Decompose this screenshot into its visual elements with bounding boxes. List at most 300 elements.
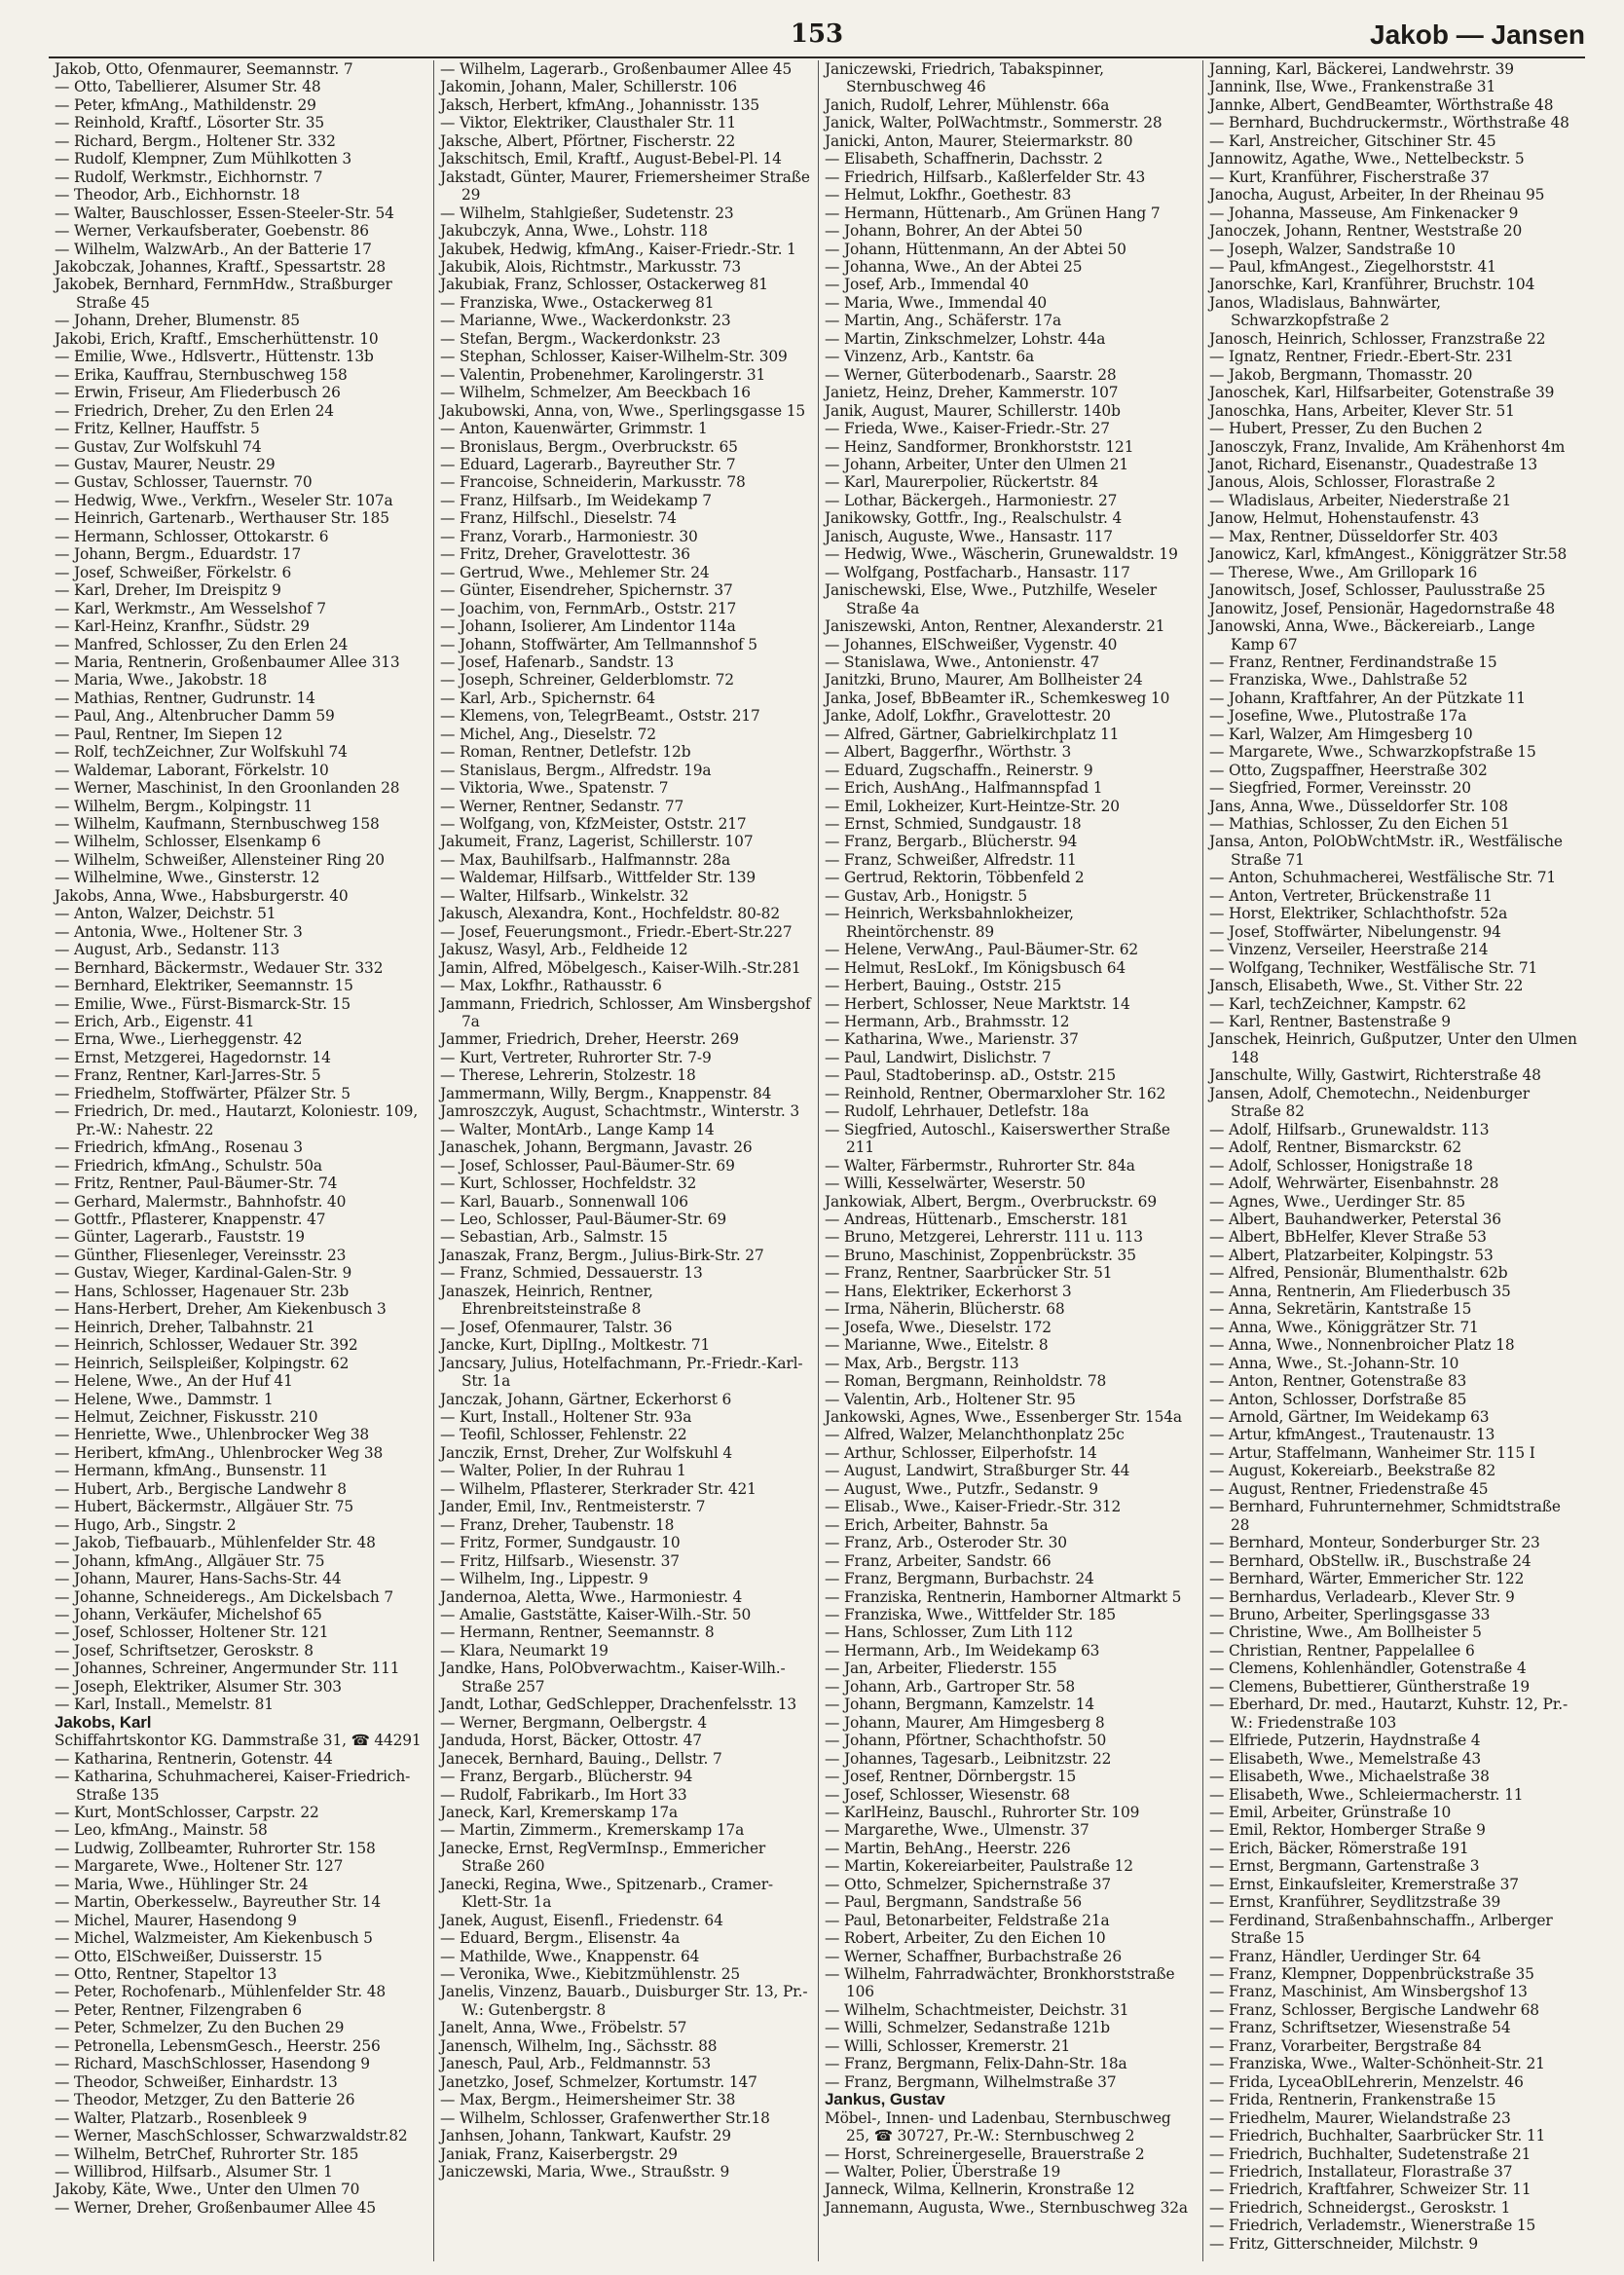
directory-entry: — Fritz, Former, Sundgaustr. 10: [440, 1534, 681, 1552]
directory-entry: — Franziska, Wwe., Walter-Schönheit-Str. 21: [1209, 2055, 1545, 2073]
directory-entry: — Johannes, Schreiner, Angermunder Str. 111: [55, 1660, 400, 1678]
directory-entry: — Franz, Schlosser, Bergische Landwehr 68: [1209, 2000, 1539, 2019]
directory-entry: — Joseph, Elektriker, Alsumer Str. 303: [55, 1677, 342, 1696]
directory-entry: — Willi, Schmelzer, Sedanstraße 121b: [825, 2019, 1110, 2037]
directory-entry: — Alfred, Walzer, Melanchthonplatz 25c: [825, 1426, 1125, 1444]
directory-entry: Jakobek, Bernhard, FernmHdw., Straßburger Straße 45: [55, 276, 392, 312]
directory-entry: — Karl, Werkmstr., Am Wesselshof 7: [55, 599, 326, 617]
directory-entry: — Karl, Rentner, Bastenstraße 9: [1209, 1013, 1451, 1031]
directory-entry: — Johann, Kraftfahrer, An der Pützkate 11: [1209, 689, 1526, 707]
directory-entry: — August, Landwirt, Straßburger Str. 44: [825, 1462, 1130, 1480]
directory-entry: — Karl, Maurerpolier, Rückertstr. 84: [825, 473, 1099, 492]
directory-entry: — Anna, Rentnerin, Am Fliederbusch 35: [1209, 1282, 1511, 1300]
directory-entry: — Erich, Bäcker, Römerstraße 191: [1209, 1839, 1469, 1857]
directory-entry: — Maria, Wwe., Immendal 40: [825, 293, 1048, 312]
directory-entry: Jakob, Otto, Ofenmaurer, Seemannstr. 7: [55, 60, 353, 78]
directory-entry: — Otto, Schmelzer, Spichernstraße 37: [825, 1875, 1111, 1893]
directory-entry: Jakobczak, Johannes, Kraftf., Spessartstr. 28: [55, 257, 387, 276]
directory-entry: — Michel, Ang., Dieselstr. 72: [440, 725, 656, 743]
directory-entry: — Heinrich, Werksbahnlokheizer, Rheintörchenstr. 89: [825, 905, 1074, 941]
directory-entry: — Jakob, Tiefbauarb., Mühlenfelder Str. 48: [55, 1534, 376, 1552]
directory-entry: — Maria, Rentnerin, Großenbaumer Allee 313: [55, 653, 400, 671]
directory-entry: — Walter, Polier, In der Ruhrau 1: [440, 1462, 686, 1480]
directory-entry: — Martin, BehAng., Heerstr. 226: [825, 1839, 1071, 1857]
directory-entry: — Viktoria, Wwe., Spatenstr. 7: [440, 779, 669, 798]
directory-entry: — Wilhelm, Kaufmann, Sternbuschweg 158: [55, 815, 380, 834]
column-4: [1202, 60, 1587, 2261]
directory-entry: — Friedrich, Hilfsarb., Kaßlerfelder Str. 43: [825, 168, 1146, 186]
directory-entry: — Anton, Walzer, Deichstr. 51: [55, 905, 277, 923]
directory-entry: — Karl, Arb., Spichernstr. 64: [440, 689, 656, 707]
directory-entry: — Horst, Elektriker, Schlachthofstr. 52a: [1209, 905, 1508, 923]
directory-entry: — Johanna, Masseuse, Am Finkenacker 9: [1209, 204, 1519, 222]
directory-entry: Janous, Alois, Schlosser, Florastraße 2: [1209, 473, 1495, 492]
directory-entry: — Otto, Rentner, Stapeltor 13: [55, 1965, 277, 1984]
directory-entry: Janitzki, Bruno, Maurer, Am Bollheister 24: [825, 671, 1143, 690]
directory-entry: — Hubert, Bäckermstr., Allgäuer Str. 75: [55, 1498, 353, 1516]
directory-entry: — Henriette, Wwe., Uhlenbrocker Weg 38: [55, 1426, 370, 1444]
directory-entry: Janocha, August, Arbeiter, In der Rheinau 95: [1209, 186, 1545, 205]
directory-entry: — Wilhelm, Schweißer, Allensteiner Ring 20: [55, 850, 385, 869]
running-head: Jakob — Jansen: [1370, 19, 1585, 50]
directory-entry: — Otto, Zugspaffner, Heerstraße 302: [1209, 761, 1488, 779]
directory-entry: Janos, Wladislaus, Bahnwärter, Schwarzkopfstraße 2: [1209, 293, 1441, 330]
directory-entry: — Max, Bergm., Heimersheimer Str. 38: [440, 2091, 736, 2109]
directory-entry: Janecki, Regina, Wwe., Spitzenarb., Cramer-Klett-Str. 1a: [440, 1875, 773, 1912]
directory-entry: — Josef, Rentner, Dörnbergstr. 15: [825, 1768, 1077, 1786]
directory-entry: — Hans, Schlosser, Hagenauer Str. 23b: [55, 1282, 350, 1300]
directory-entry: — Katharina, Rentnerin, Gotenstr. 44: [55, 1749, 333, 1768]
directory-entry: — Wladislaus, Arbeiter, Niederstraße 21: [1209, 491, 1512, 509]
directory-entry: — Sebastian, Arb., Salmstr. 15: [440, 1228, 668, 1247]
directory-entry: — Erwin, Friseur, Am Fliederbusch 26: [55, 384, 341, 402]
directory-entry: Jannink, Ilse, Wwe., Frankenstraße 31: [1209, 78, 1496, 96]
directory-entry: — Martin, Zimmerm., Kremerskamp 17a: [440, 1821, 745, 1840]
directory-entry: — Klemens, von, TelegrBeamt., Oststr. 217: [440, 707, 760, 726]
directory-entry: Jannemann, Augusta, Wwe., Sternbuschweg 32a: [825, 2198, 1188, 2217]
directory-entry: — Herbert, Schlosser, Neue Marktstr. 14: [825, 994, 1130, 1013]
directory-entry: — Martin, Ang., Schäferstr. 17a: [825, 312, 1061, 330]
directory-entry: Jakubczyk, Anna, Wwe., Lohstr. 118: [440, 222, 708, 241]
directory-entry: Janicki, Anton, Maurer, Steiermarkstr. 80: [825, 131, 1133, 150]
directory-entry: — Ludwig, Zollbeamter, Ruhrorter Str. 158: [55, 1839, 376, 1857]
directory-entry: — Franz, Bergmann, Wilhelmstraße 37: [825, 2072, 1117, 2091]
directory-entry: — Bernhard, Buchdruckermstr., Wörthstraße 48: [1209, 114, 1569, 132]
directory-entry: — Gertrud, Rektorin, Többenfeld 2: [825, 869, 1085, 887]
directory-entry: — Anna, Sekretärin, Kantstraße 15: [1209, 1300, 1472, 1319]
directory-entry: — Anton, Kauenwärter, Grimmstr. 1: [440, 420, 708, 438]
directory-entry: — Paul, Bergmann, Sandstraße 56: [825, 1893, 1083, 1912]
directory-entry: — Ernst, Kranführer, Seydlitzstraße 39: [1209, 1893, 1501, 1912]
directory-entry: Jancke, Kurt, DiplIng., Moltkestr. 71: [440, 1336, 711, 1355]
directory-entry: — Elisabeth, Wwe., Memelstraße 43: [1209, 1749, 1482, 1768]
directory-entry: — Bernhard, ObStellw. iR., Buschstraße 24: [1209, 1551, 1532, 1570]
directory-entry: — Friedrich, kfmAng., Rosenau 3: [55, 1138, 303, 1157]
directory-entry: — Bernhard, Wärter, Emmericher Str. 122: [1209, 1570, 1525, 1588]
directory-entry: — Francoise, Schneiderin, Markusstr. 78: [440, 473, 746, 492]
directory-entry: — Franz, Bergmann, Burbachstr. 24: [825, 1570, 1094, 1588]
directory-entry: — Franz, Vorarbeiter, Bergstraße 84: [1209, 2036, 1482, 2055]
directory-entry: — Siegfried, Former, Vereinsstr. 20: [1209, 779, 1471, 798]
directory-entry: — Johann, Verkäufer, Michelshof 65: [55, 1605, 322, 1623]
directory-entry: — Adolf, Hilfsarb., Grunewaldstr. 113: [1209, 1120, 1490, 1138]
directory-entry: Jakobs, Karl: [55, 1712, 152, 1732]
directory-entry: Jakschitsch, Emil, Kraftf., August-Bebel-Pl. 14: [440, 150, 782, 168]
directory-entry: — Heinrich, Schlosser, Wedauer Str. 392: [55, 1336, 358, 1355]
directory-entry: — Max, Lokfhr., Rathausstr. 6: [440, 977, 662, 995]
directory-entry: Jansen, Adolf, Chemotechn., Neidenburger Straße 82: [1209, 1084, 1530, 1121]
directory-entry: — Herbert, Bauing., Oststr. 215: [825, 977, 1062, 995]
directory-entry: Janduda, Horst, Bäcker, Ottostr. 47: [440, 1732, 702, 1750]
directory-entry: — Anton, Vertreter, Brückenstraße 11: [1209, 886, 1493, 905]
directory-entry: Jammermann, Willy, Bergm., Knappenstr. 84: [440, 1084, 772, 1102]
directory-entry: — Artur, kfmAngest., Trautenaustr. 13: [1209, 1426, 1495, 1444]
directory-entry: — Amalie, Gaststätte, Kaiser-Wilh.-Str. 50: [440, 1605, 752, 1623]
directory-entry: — Karl, Dreher, Im Dreispitz 9: [55, 581, 281, 600]
page-number: 153: [790, 19, 844, 49]
directory-entry: — Martin, Kokereiarbeiter, Paulstraße 12: [825, 1857, 1133, 1876]
directory-entry: — Elisabeth, Schaffnerin, Dachsstr. 2: [825, 150, 1103, 168]
directory-entry: — Karl, techZeichner, Kampstr. 62: [1209, 994, 1466, 1013]
directory-entry: Janelis, Vinzenz, Bauarb., Duisburger Str. 13, Pr.-W.: Gutenbergstr. 8: [440, 1983, 808, 2019]
directory-entry: — Stanislawa, Wwe., Antonienstr. 47: [825, 653, 1100, 671]
directory-entry: — Johann, Pförtner, Schachthofstr. 50: [825, 1732, 1107, 1750]
directory-entry: — Erich, AushAng., Halfmannspfad 1: [825, 779, 1103, 798]
directory-entry: — Mathias, Schlosser, Zu den Eichen 51: [1209, 815, 1510, 834]
directory-entry: — Johann, Bohrer, An der Abtei 50: [825, 222, 1083, 241]
directory-entry: Jakusz, Wasyl, Arb., Feldheide 12: [440, 941, 688, 959]
directory-entry: — Günter, Lagerarb., Fauststr. 19: [55, 1228, 305, 1247]
directory-entry: Janosczyk, Franz, Invalide, Am Krähenhorst 4m: [1209, 437, 1566, 456]
directory-entry: — Gustav, Arb., Honigstr. 5: [825, 886, 1028, 905]
directory-entry: — Arthur, Schlosser, Eilperhofstr. 14: [825, 1443, 1097, 1462]
directory-entry: — Martin, Oberkesselw., Bayreuther Str. 14: [55, 1893, 382, 1912]
directory-entry: — Andreas, Hüttenarb., Emscherstr. 181: [825, 1211, 1129, 1228]
directory-entry: — Heinz, Sandformer, Bronkhorststr. 121: [825, 437, 1134, 456]
directory-entry: — Wilhelm, Ing., Lippestr. 9: [440, 1570, 648, 1588]
directory-entry: Janoczek, Johann, Rentner, Weststraße 20: [1209, 222, 1523, 241]
directory-entry: Janikowsky, Gottfr., Ing., Realschulstr. 4: [825, 509, 1123, 528]
directory-entry: Jandernoa, Aletta, Wwe., Harmoniestr. 4: [440, 1587, 743, 1606]
directory-entry: Jaksch, Herbert, kfmAng., Johannisstr. 135: [440, 95, 760, 114]
directory-entry: — Ernst, Schmied, Sundgaustr. 18: [825, 815, 1082, 834]
directory-entry: — Rudolf, Fabrikarb., Im Hort 33: [440, 1785, 687, 1804]
directory-entry: — Franziska, Wwe., Wittfelder Str. 185: [825, 1605, 1117, 1623]
directory-entry: — Roman, Bergmann, Reinholdstr. 78: [825, 1372, 1107, 1391]
directory-entry: — Anton, Schuhmacherei, Westfälische Str. 71: [1209, 869, 1557, 887]
directory-entry: — Josef, Feuerungsmont., Friedr.-Ebert-Str.227: [440, 922, 793, 941]
directory-entry: Jakomin, Johann, Maler, Schillerstr. 106: [440, 78, 737, 96]
directory-entry: — Fritz, Rentner, Paul-Bäumer-Str. 74: [55, 1175, 338, 1193]
directory-entry: — Kurt, Install., Holtener Str. 93a: [440, 1407, 692, 1426]
directory-entry: — Vinzenz, Verseiler, Heerstraße 214: [1209, 941, 1489, 959]
directory-entry: Janik, August, Maurer, Schillerstr. 140b: [825, 401, 1121, 420]
directory-entry: — Franz, Maschinist, Am Winsbergshof 13: [1209, 1983, 1528, 2001]
directory-entry: — Elisab., Wwe., Kaiser-Friedr.-Str. 312: [825, 1498, 1122, 1516]
directory-entry: — Josef, Ofenmaurer, Talstr. 36: [440, 1318, 673, 1336]
directory-entry: — Gustav, Wieger, Kardinal-Galen-Str. 9: [55, 1264, 352, 1283]
directory-entry: — Rudolf, Werkmstr., Eichhornstr. 7: [55, 168, 323, 186]
directory-entry: Janecek, Bernhard, Bauing., Dellstr. 7: [440, 1749, 722, 1768]
directory-entry: — Robert, Arbeiter, Zu den Eichen 10: [825, 1929, 1106, 1948]
directory-entry: — Elfriede, Putzerin, Haydnstraße 4: [1209, 1732, 1481, 1750]
directory-entry: Janschulte, Willy, Gastwirt, Richterstraße 48: [1209, 1066, 1541, 1085]
directory-entry: Jakusch, Alexandra, Kont., Hochfeldstr. 80-82: [440, 905, 780, 923]
directory-entry: Janorschke, Karl, Kranführer, Bruchstr. 104: [1209, 276, 1535, 294]
directory-entry: Jammann, Friedrich, Schlosser, Am Winsbergshof 7a: [440, 994, 811, 1031]
directory-entry: — Johann, Hüttenmann, An der Abtei 50: [825, 240, 1126, 258]
directory-entry: — Wilhelm, Schmelzer, Am Beeckbach 16: [440, 384, 751, 402]
directory-entry: Janiak, Franz, Kaiserbergstr. 29: [440, 2144, 678, 2163]
directory-entry: Jankus, Gustav: [825, 2090, 945, 2109]
directory-entry: — Paul, kfmAngest., Ziegelhorststr. 41: [1209, 257, 1496, 276]
directory-entry: — Wolfgang, von, KfzMeister, Oststr. 217: [440, 815, 747, 834]
directory-entry: — Horst, Schreinergeselle, Brauerstraße 2: [825, 2144, 1145, 2163]
directory-entry: — Fritz, Gitterschneider, Milchstr. 9: [1209, 2234, 1479, 2253]
directory-entry: — Johanna, Wwe., An der Abtei 25: [825, 257, 1083, 276]
directory-entry: — Hermann, kfmAng., Bunsenstr. 11: [55, 1462, 328, 1480]
directory-entry: — Ernst, Einkaufsleiter, Kremerstraße 37: [1209, 1875, 1519, 1893]
directory-entry: Janesch, Paul, Arb., Feldmannstr. 53: [440, 2055, 712, 2073]
directory-entry: — Hans-Herbert, Dreher, Am Kiekenbusch 3: [55, 1300, 387, 1319]
directory-entry: — Ernst, Metzgerei, Hagedornstr. 14: [55, 1048, 331, 1066]
directory-entry: — Jakob, Bergmann, Thomasstr. 20: [1209, 365, 1473, 384]
directory-entry: Janow, Helmut, Hohenstaufenstr. 43: [1209, 509, 1480, 528]
directory-entry: Jancsary, Julius, Hotelfachmann, Pr.-Friedr.-Karl-Str. 1a: [440, 1354, 803, 1391]
directory-entry: — Clemens, Bubettierer, Güntherstraße 19: [1209, 1677, 1531, 1696]
directory-entry: — Josefa, Wwe., Dieselstr. 172: [825, 1318, 1052, 1336]
directory-entry: — Josef, Schlosser, Holtener Str. 121: [55, 1623, 329, 1642]
directory-entry: — Franz, Rentner, Karl-Jarres-Str. 5: [55, 1066, 321, 1085]
directory-entry: — Anton, Rentner, Gotenstraße 83: [1209, 1372, 1467, 1391]
directory-entry: Jandke, Hans, PolObverwachtm., Kaiser-Wilh.-Straße 257: [440, 1660, 786, 1696]
directory-entry: — Josef, Arb., Immendal 40: [825, 276, 1029, 294]
directory-entry: — Otto, Tabellierer, Alsumer Str. 48: [55, 78, 321, 96]
directory-entry: — Eduard, Zugschaffn., Reinerstr. 9: [825, 761, 1093, 779]
directory-entry: — Maria, Wwe., Jakobstr. 18: [55, 671, 268, 690]
directory-entry: — Gustav, Schlosser, Tauernstr. 70: [55, 473, 313, 492]
directory-entry: Janek, August, Eisenfl., Friedenstr. 64: [440, 1911, 723, 1929]
directory-entry: — Hermann, Arb., Brahmsstr. 12: [825, 1013, 1070, 1031]
directory-entry: — Walter, Polier, Überstraße 19: [825, 2163, 1061, 2182]
directory-entry: — Friedrich, Dr. med., Hautarzt, Koloniestr. 109, Pr.-W.: Nahestr. 22: [55, 1102, 419, 1138]
directory-entry: Janowitz, Josef, Pensionär, Hagedornstraße 48: [1209, 599, 1556, 617]
directory-entry: — Franziska, Wwe., Dahlstraße 52: [1209, 671, 1468, 690]
directory-entry: — Willi, Kesselwärter, Weserstr. 50: [825, 1175, 1086, 1193]
directory-entry: — Johann, Maurer, Am Himgesberg 8: [825, 1713, 1105, 1732]
directory-entry: — Fritz, Kellner, Hauffstr. 5: [55, 420, 260, 438]
directory-entry: — Günther, Fliesenleger, Vereinsstr. 23: [55, 1246, 347, 1264]
directory-entry: Janot, Richard, Eisenanstr., Quadestraße 13: [1209, 455, 1537, 473]
directory-entry: Jakobs, Anna, Wwe., Habsburgerstr. 40: [55, 886, 349, 905]
directory-entry: — Franz, Rentner, Ferdinandstraße 15: [1209, 653, 1497, 671]
directory-entry: — Mathilde, Wwe., Knappenstr. 64: [440, 1947, 700, 1965]
directory-entry: — Vinzenz, Arb., Kantstr. 6a: [825, 348, 1035, 366]
directory-entry: — Theodor, Arb., Eichhornstr. 18: [55, 186, 300, 205]
directory-entry: — Fritz, Hilfsarb., Wiesenstr. 37: [440, 1551, 680, 1570]
directory-entry: Janczak, Johann, Gärtner, Eckerhorst 6: [440, 1390, 732, 1408]
directory-entry: — Wilhelm, BetrChef, Ruhrorter Str. 185: [55, 2144, 359, 2163]
directory-entry: — Hermann, Schlosser, Ottokarstr. 6: [55, 527, 329, 545]
directory-entry: — Gustav, Zur Wolfskuhl 74: [55, 437, 262, 456]
directory-entry: — Martin, Zinkschmelzer, Lohstr. 44a: [825, 329, 1106, 348]
directory-entry: — Willibrod, Hilfsarb., Alsumer Str. 1: [55, 2163, 333, 2182]
directory-entry: — Bruno, Metzgerei, Lehrerstr. 111 u. 113: [825, 1228, 1143, 1247]
directory-entry: — Josef, Schlosser, Wiesenstr. 68: [825, 1785, 1070, 1804]
directory-entry: — Siegfried, Autoschl., Kaiserswerther Straße 211: [825, 1120, 1170, 1157]
directory-entry: — Franz, Bergmann, Felix-Dahn-Str. 18a: [825, 2055, 1127, 2073]
directory-entry: — Bruno, Maschinist, Zoppenbrückstr. 35: [825, 1246, 1136, 1264]
directory-entry: — Wolfgang, Postfacharb., Hansastr. 117: [825, 563, 1130, 581]
directory-entry: Janka, Josef, BbBeamter iR., Schemkesweg 10: [825, 689, 1170, 707]
directory-entry: — Bernhard, Monteur, Sonderburger Str. 23: [1209, 1534, 1540, 1552]
directory-entry: — Ignatz, Rentner, Friedr.-Ebert-Str. 231: [1209, 348, 1514, 366]
directory-entry: — Karl-Heinz, Kranfhr., Südstr. 29: [55, 617, 310, 636]
directory-entry: — Wilhelm, WalzwArb., An der Batterie 17: [55, 240, 372, 258]
directory-entry: — Kurt, MontSchlosser, Carpstr. 22: [55, 1803, 319, 1821]
directory-entry: — Josef, Schweißer, Förkelstr. 6: [55, 563, 292, 581]
directory-entry: — Rudolf, Klempner, Zum Mühlkotten 3: [55, 150, 352, 168]
directory-entry: — Werner, Rentner, Sedanstr. 77: [440, 797, 684, 815]
directory-entry: — Helene, VerwAng., Paul-Bäumer-Str. 62: [825, 941, 1138, 959]
directory-entry: — Franz, Schriftsetzer, Wiesenstraße 54: [1209, 2019, 1511, 2037]
directory-entry: Janowicz, Karl, kfmAngest., Königgrätzer Str.58: [1209, 545, 1568, 564]
directory-entry: — Waldemar, Laborant, Förkelstr. 10: [55, 761, 329, 779]
directory-entry: — Maria, Wwe., Hühlinger Str. 24: [55, 1875, 309, 1893]
directory-entry: — Bruno, Arbeiter, Sperlingsgasse 33: [1209, 1605, 1491, 1623]
directory-entry: — August, Kokereiarb., Beekstraße 82: [1209, 1462, 1496, 1480]
directory-entry: Jansch, Elisabeth, Wwe., St. Vither Str. 22: [1209, 977, 1524, 995]
directory-entry: — Joseph, Walzer, Sandstraße 10: [1209, 240, 1456, 258]
directory-entry: — Erna, Wwe., Lierheggenstr. 42: [55, 1030, 303, 1049]
directory-entry: — Hedwig, Wwe., Wäscherin, Grunewaldstr. 19: [825, 545, 1178, 564]
directory-entry: — Johannes, ElSchweißer, Vygenstr. 40: [825, 635, 1118, 653]
directory-entry: — Johann, Maurer, Hans-Sachs-Str. 44: [55, 1570, 342, 1588]
directory-entry: — Max, Arb., Bergstr. 113: [825, 1354, 1019, 1372]
directory-entry: — Helmut, ResLokf., Im Königsbusch 64: [825, 958, 1126, 977]
directory-entry: — Emil, Arbeiter, Grünstraße 10: [1209, 1803, 1452, 1821]
column-1: [49, 60, 433, 2261]
directory-entry: — Wilhelmine, Wwe., Ginsterstr. 12: [55, 869, 320, 887]
directory-entry: — Mathias, Rentner, Gudrunstr. 14: [55, 689, 315, 707]
directory-entry: — Friedrich, Schneidergst., Geroskstr. 1: [1209, 2198, 1511, 2217]
directory-entry: — Franz, Hilfsarb., Im Weidekamp 7: [440, 491, 712, 509]
directory-entry: — Michel, Maurer, Hasendong 9: [55, 1911, 297, 1929]
directory-entry: — Friedrich, kfmAng., Schulstr. 50a: [55, 1156, 322, 1175]
directory-entry: — Roman, Rentner, Detlefstr. 12b: [440, 743, 691, 762]
directory-entry: — Eberhard, Dr. med., Hautarzt, Kuhstr. 12, Pr.-W.: Friedenstraße 103: [1209, 1696, 1569, 1732]
directory-entry: Janaszak, Franz, Bergm., Julius-Birk-Str. 27: [440, 1246, 764, 1264]
directory-entry: — KarlHeinz, Bauschl., Ruhrorter Str. 109: [825, 1803, 1140, 1821]
directory-entry: — Stephan, Schlosser, Kaiser-Wilhelm-Str. 309: [440, 348, 788, 366]
directory-entry: — Elisabeth, Wwe., Schleiermacherstr. 11: [1209, 1785, 1524, 1804]
directory-entry: — Theodor, Schweißer, Einhardstr. 13: [55, 2072, 338, 2091]
directory-entry: — Wilhelm, Fahrradwächter, Bronkhorststraße 106: [825, 1965, 1175, 2001]
directory-entry: — Johann, Arb., Gartroper Str. 58: [825, 1677, 1076, 1696]
directory-entry: — Fritz, Dreher, Gravelottestr. 36: [440, 545, 690, 564]
directory-entry: Jannke, Albert, GendBeamter, Wörthstraße 48: [1209, 95, 1554, 114]
directory-entry: — Johann, Stoffwärter, Am Tellmannshof 5: [440, 635, 757, 653]
directory-entry: — Adolf, Wehrwärter, Eisenbahnstr. 28: [1209, 1175, 1499, 1193]
directory-entry: — Leo, Schlosser, Paul-Bäumer-Str. 69: [440, 1211, 727, 1228]
directory-entry: — Friedrich, Buchhalter, Sudetenstraße 21: [1209, 2144, 1532, 2163]
directory-entry: — Paul, Rentner, Im Siepen 12: [55, 725, 283, 743]
directory-entry: — Franziska, Wwe., Ostackerweg 81: [440, 293, 715, 312]
directory-entry: — Franz, Händler, Uerdinger Str. 64: [1209, 1947, 1481, 1965]
directory-entry: — Antonia, Wwe., Holtener Str. 3: [55, 922, 303, 941]
directory-entry: — Bernhard, Bäckermstr., Wedauer Str. 332: [55, 958, 384, 977]
directory-entry: Jans, Anna, Wwe., Düsseldorfer Str. 108: [1209, 797, 1508, 815]
directory-entry: — Adolf, Schlosser, Honigstraße 18: [1209, 1156, 1473, 1175]
directory-entry: Jansa, Anton, PolObWchtMstr. iR., Westfälische Straße 71: [1209, 833, 1563, 869]
directory-entry: — Teofil, Schlosser, Fehlenstr. 22: [440, 1426, 687, 1444]
directory-entry: Jakubik, Alois, Richtmstr., Markusstr. 73: [440, 257, 742, 276]
directory-entry: Janiczewski, Friedrich, Tabakspinner, Sternbuschweg 46: [825, 60, 1104, 96]
directory-entry: — Leo, kfmAng., Mainstr. 58: [55, 1821, 268, 1840]
directory-entry: Janisch, Auguste, Wwe., Hansastr. 117: [825, 527, 1113, 545]
directory-entry: — Anna, Wwe., Nonnenbroicher Platz 18: [1209, 1336, 1515, 1355]
directory-entry: — Heinrich, Dreher, Talbahnstr. 21: [55, 1318, 315, 1336]
directory-entry: Jannowitz, Agathe, Wwe., Nettelbeckstr. 5: [1209, 150, 1525, 168]
directory-entry: — Wolfgang, Techniker, Westfälische Str. 71: [1209, 958, 1538, 977]
directory-entry: — Walter, Färbermstr., Ruhrorter Str. 84a: [825, 1156, 1135, 1175]
directory-entry: — Emil, Rektor, Homberger Straße 9: [1209, 1821, 1486, 1840]
directory-entry: — Johann, Arbeiter, Unter den Ulmen 21: [825, 455, 1128, 473]
directory-entry: — Helene, Wwe., Dammstr. 1: [55, 1390, 274, 1408]
directory-entry: Jakubiak, Franz, Schlosser, Ostackerweg 81: [440, 276, 768, 294]
directory-entry: — Franz, Vorarb., Harmoniestr. 30: [440, 527, 698, 545]
directory-entry: Jamin, Alfred, Möbelgesch., Kaiser-Wilh.-Str.281: [440, 958, 801, 977]
directory-entry: — Kurt, Vertreter, Ruhrorter Str. 7-9: [440, 1048, 712, 1066]
directory-entry: — Peter, Rochofenarb., Mühlenfelder Str. 48: [55, 1983, 387, 2001]
directory-entry: Janick, Walter, PolWachtmstr., Sommerstr. 28: [825, 114, 1163, 132]
directory-entry: — Otto, ElSchweißer, Duisserstr. 15: [55, 1947, 322, 1965]
directory-entry: Janoschka, Hans, Arbeiter, Klever Str. 51: [1209, 401, 1515, 420]
directory-entry: — Gerhard, Malermstr., Bahnhofstr. 40: [55, 1192, 347, 1211]
directory-entry: — Emil, Lokheizer, Kurt-Heintze-Str. 20: [825, 797, 1120, 815]
directory-entry: — Franz, Bergarb., Blücherstr. 94: [440, 1768, 693, 1786]
directory-entry: Jankowiak, Albert, Bergm., Overbruckstr. 69: [825, 1192, 1157, 1211]
directory-entry: — Helene, Wwe., An der Huf 41: [55, 1372, 293, 1391]
column-3: [818, 60, 1202, 2261]
directory-entry: — Stefan, Bergm., Wackerdonkstr. 23: [440, 329, 720, 348]
directory-entry: — Kurt, Kranführer, Fischerstraße 37: [1209, 168, 1490, 186]
directory-entry: Janoschek, Karl, Hilfsarbeiter, Gotenstraße 39: [1209, 384, 1555, 402]
directory-entry: Janietz, Heinz, Dreher, Kammerstr. 107: [825, 384, 1119, 402]
directory-entry: — Heinrich, Gartenarb., Werthauser Str. 185: [55, 509, 389, 528]
directory-entry: — Gustav, Maurer, Neustr. 29: [55, 455, 276, 473]
directory-entry: — Katharina, Wwe., Marienstr. 37: [825, 1030, 1079, 1049]
directory-entry: — Albert, Platzarbeiter, Kolpingstr. 53: [1209, 1246, 1494, 1264]
directory-entry: — Werner, Maschinist, In den Groonlanden 28: [55, 779, 400, 798]
directory-entry: — Erika, Kauffrau, Sternbuschweg 158: [55, 365, 348, 384]
directory-entry: — Viktor, Elektriker, Clausthaler Str. 11: [440, 114, 737, 132]
directory-entry: — Franz, Dreher, Taubenstr. 18: [440, 1515, 675, 1534]
directory-entry: — Ernst, Bergmann, Gartenstraße 3: [1209, 1857, 1480, 1876]
directory-entry: Janowitsch, Josef, Schlosser, Paulusstraße 25: [1209, 581, 1546, 600]
directory-entry: — Emilie, Wwe., Hdlsvertr., Hüttenstr. 13b: [55, 348, 374, 366]
directory-entry: — Christian, Rentner, Pappelallee 6: [1209, 1641, 1475, 1660]
directory-entry: Jamroszczyk, August, Schachtmstr., Winterstr. 3: [440, 1102, 800, 1121]
directory-entry: — Helmut, Lokfhr., Goethestr. 83: [825, 186, 1072, 205]
directory-entry: — Gertrud, Wwe., Mehlemer Str. 24: [440, 563, 710, 581]
directory-entry: — Hans, Schlosser, Zum Lith 112: [825, 1623, 1074, 1642]
directory-entry: — Katharina, Schuhmacherei, Kaiser-Friedrich-Straße 135: [55, 1768, 411, 1804]
directory-entry: — Anton, Schlosser, Dorfstraße 85: [1209, 1390, 1467, 1408]
directory-entry: — Josefine, Wwe., Plutostraße 17a: [1209, 707, 1467, 726]
directory-entry: — Margarete, Wwe., Holtener Str. 127: [55, 1857, 344, 1876]
directory-entry: — Clemens, Kohlenhändler, Gotenstraße 4: [1209, 1660, 1527, 1678]
